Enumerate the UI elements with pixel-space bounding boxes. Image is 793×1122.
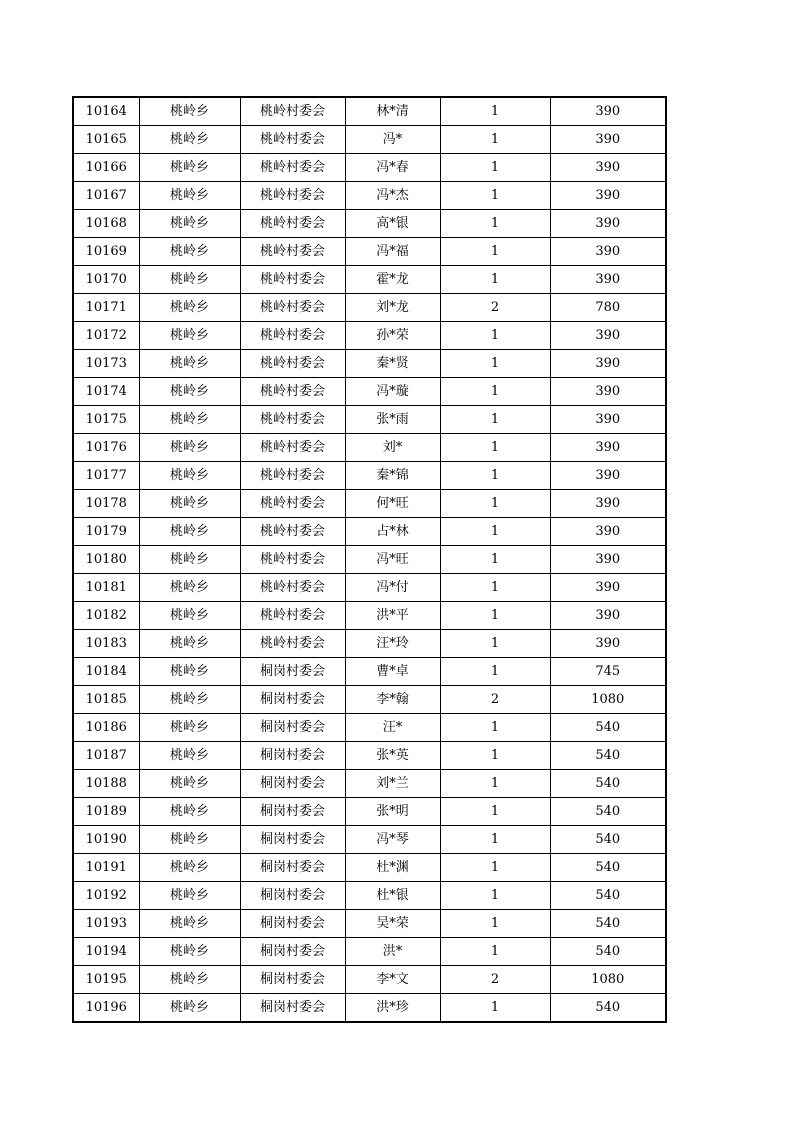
table-row <box>73 546 666 574</box>
village-committee-cell: 桃岭村委会 <box>240 182 345 210</box>
count-cell: 1 <box>440 378 550 406</box>
table-row <box>73 826 666 854</box>
record-id-cell: 10174 <box>73 378 139 406</box>
count-cell: 1 <box>440 126 550 154</box>
count-cell: 1 <box>440 154 550 182</box>
table-row <box>73 714 666 742</box>
village-committee-cell: 桃岭村委会 <box>240 546 345 574</box>
amount-cell: 390 <box>550 602 666 630</box>
count-cell: 1 <box>440 602 550 630</box>
count-cell: 1 <box>440 266 550 294</box>
table-row <box>73 518 666 546</box>
township-cell: 桃岭乡 <box>139 826 240 854</box>
amount-cell: 390 <box>550 238 666 266</box>
table-row <box>73 938 666 966</box>
name-cell: 李*翰 <box>345 686 440 714</box>
table-row <box>73 210 666 238</box>
name-cell: 林*清 <box>345 97 440 126</box>
amount-cell: 540 <box>550 742 666 770</box>
village-committee-cell: 桐岗村委会 <box>240 798 345 826</box>
count-cell: 1 <box>440 882 550 910</box>
township-cell: 桃岭乡 <box>139 630 240 658</box>
table-row <box>73 910 666 938</box>
amount-cell: 540 <box>550 994 666 1023</box>
name-cell: 吴*荣 <box>345 910 440 938</box>
count-cell: 1 <box>440 322 550 350</box>
record-id-cell: 10187 <box>73 742 139 770</box>
count-cell: 1 <box>440 630 550 658</box>
amount-cell: 390 <box>550 322 666 350</box>
village-committee-cell: 桃岭村委会 <box>240 350 345 378</box>
amount-cell: 390 <box>550 97 666 126</box>
count-cell: 1 <box>440 994 550 1023</box>
name-cell: 冯*琴 <box>345 826 440 854</box>
village-committee-cell: 桃岭村委会 <box>240 490 345 518</box>
table-row <box>73 126 666 154</box>
name-cell: 曹*卓 <box>345 658 440 686</box>
name-cell: 霍*龙 <box>345 266 440 294</box>
village-committee-cell: 桃岭村委会 <box>240 126 345 154</box>
name-cell: 冯*璇 <box>345 378 440 406</box>
table-row <box>73 770 666 798</box>
name-cell: 汪*玲 <box>345 630 440 658</box>
table-row <box>73 406 666 434</box>
township-cell: 桃岭乡 <box>139 266 240 294</box>
table-row <box>73 686 666 714</box>
name-cell: 洪* <box>345 938 440 966</box>
table-row <box>73 462 666 490</box>
township-cell: 桃岭乡 <box>139 238 240 266</box>
amount-cell: 390 <box>550 434 666 462</box>
count-cell: 1 <box>440 910 550 938</box>
village-committee-cell: 桐岗村委会 <box>240 854 345 882</box>
amount-cell: 390 <box>550 518 666 546</box>
amount-cell: 390 <box>550 266 666 294</box>
township-cell: 桃岭乡 <box>139 434 240 462</box>
township-cell: 桃岭乡 <box>139 910 240 938</box>
amount-cell: 390 <box>550 210 666 238</box>
record-id-cell: 10165 <box>73 126 139 154</box>
name-cell: 何*旺 <box>345 490 440 518</box>
name-cell: 冯*杰 <box>345 182 440 210</box>
table-row <box>73 154 666 182</box>
name-cell: 杜*渊 <box>345 854 440 882</box>
township-cell: 桃岭乡 <box>139 742 240 770</box>
count-cell: 1 <box>440 518 550 546</box>
table-row <box>73 350 666 378</box>
name-cell: 张*英 <box>345 742 440 770</box>
record-id-cell: 10166 <box>73 154 139 182</box>
name-cell: 张*明 <box>345 798 440 826</box>
record-id-cell: 10172 <box>73 322 139 350</box>
village-committee-cell: 桃岭村委会 <box>240 97 345 126</box>
count-cell: 1 <box>440 714 550 742</box>
township-cell: 桃岭乡 <box>139 182 240 210</box>
township-cell: 桃岭乡 <box>139 97 240 126</box>
record-id-cell: 10192 <box>73 882 139 910</box>
name-cell: 杜*银 <box>345 882 440 910</box>
village-committee-cell: 桃岭村委会 <box>240 574 345 602</box>
record-id-cell: 10193 <box>73 910 139 938</box>
village-committee-cell: 桃岭村委会 <box>240 630 345 658</box>
table-row <box>73 97 666 126</box>
township-cell: 桃岭乡 <box>139 574 240 602</box>
record-id-cell: 10195 <box>73 966 139 994</box>
count-cell: 1 <box>440 826 550 854</box>
record-table <box>72 96 667 1023</box>
township-cell: 桃岭乡 <box>139 546 240 574</box>
amount-cell: 540 <box>550 938 666 966</box>
village-committee-cell: 桐岗村委会 <box>240 826 345 854</box>
village-committee-cell: 桐岗村委会 <box>240 686 345 714</box>
amount-cell: 540 <box>550 826 666 854</box>
table-row <box>73 798 666 826</box>
table-row <box>73 238 666 266</box>
township-cell: 桃岭乡 <box>139 938 240 966</box>
village-committee-cell: 桃岭村委会 <box>240 518 345 546</box>
amount-cell: 390 <box>550 126 666 154</box>
township-cell: 桃岭乡 <box>139 294 240 322</box>
township-cell: 桃岭乡 <box>139 994 240 1023</box>
table-row <box>73 378 666 406</box>
record-id-cell: 10189 <box>73 798 139 826</box>
township-cell: 桃岭乡 <box>139 770 240 798</box>
name-cell: 占*林 <box>345 518 440 546</box>
village-committee-cell: 桐岗村委会 <box>240 714 345 742</box>
table-row <box>73 854 666 882</box>
name-cell: 高*银 <box>345 210 440 238</box>
table-row <box>73 294 666 322</box>
count-cell: 1 <box>440 462 550 490</box>
village-committee-cell: 桃岭村委会 <box>240 266 345 294</box>
table-row <box>73 490 666 518</box>
count-cell: 1 <box>440 490 550 518</box>
name-cell: 冯*旺 <box>345 546 440 574</box>
count-cell: 1 <box>440 798 550 826</box>
table-row <box>73 882 666 910</box>
table-row <box>73 742 666 770</box>
township-cell: 桃岭乡 <box>139 462 240 490</box>
township-cell: 桃岭乡 <box>139 686 240 714</box>
record-id-cell: 10176 <box>73 434 139 462</box>
village-committee-cell: 桃岭村委会 <box>240 210 345 238</box>
village-committee-cell: 桃岭村委会 <box>240 378 345 406</box>
township-cell: 桃岭乡 <box>139 966 240 994</box>
amount-cell: 390 <box>550 378 666 406</box>
township-cell: 桃岭乡 <box>139 714 240 742</box>
amount-cell: 390 <box>550 630 666 658</box>
count-cell: 2 <box>440 966 550 994</box>
name-cell: 洪*平 <box>345 602 440 630</box>
record-id-cell: 10181 <box>73 574 139 602</box>
village-committee-cell: 桃岭村委会 <box>240 238 345 266</box>
township-cell: 桃岭乡 <box>139 378 240 406</box>
record-id-cell: 10190 <box>73 826 139 854</box>
village-committee-cell: 桐岗村委会 <box>240 994 345 1023</box>
name-cell: 冯*福 <box>345 238 440 266</box>
record-id-cell: 10173 <box>73 350 139 378</box>
count-cell: 1 <box>440 406 550 434</box>
record-id-cell: 10171 <box>73 294 139 322</box>
count-cell: 1 <box>440 574 550 602</box>
amount-cell: 1080 <box>550 686 666 714</box>
name-cell: 洪*珍 <box>345 994 440 1023</box>
name-cell: 秦*锦 <box>345 462 440 490</box>
amount-cell: 540 <box>550 854 666 882</box>
village-committee-cell: 桃岭村委会 <box>240 154 345 182</box>
record-id-cell: 10179 <box>73 518 139 546</box>
village-committee-cell: 桐岗村委会 <box>240 770 345 798</box>
count-cell: 1 <box>440 182 550 210</box>
amount-cell: 390 <box>550 350 666 378</box>
amount-cell: 540 <box>550 882 666 910</box>
village-committee-cell: 桐岗村委会 <box>240 938 345 966</box>
amount-cell: 745 <box>550 658 666 686</box>
table-row <box>73 966 666 994</box>
record-id-cell: 10188 <box>73 770 139 798</box>
table-row <box>73 658 666 686</box>
name-cell: 冯*春 <box>345 154 440 182</box>
township-cell: 桃岭乡 <box>139 322 240 350</box>
record-id-cell: 10175 <box>73 406 139 434</box>
record-id-cell: 10169 <box>73 238 139 266</box>
amount-cell: 540 <box>550 910 666 938</box>
township-cell: 桃岭乡 <box>139 406 240 434</box>
record-id-cell: 10182 <box>73 602 139 630</box>
amount-cell: 390 <box>550 490 666 518</box>
count-cell: 1 <box>440 658 550 686</box>
village-committee-cell: 桃岭村委会 <box>240 462 345 490</box>
name-cell: 刘*龙 <box>345 294 440 322</box>
village-committee-cell: 桃岭村委会 <box>240 406 345 434</box>
name-cell: 冯* <box>345 126 440 154</box>
name-cell: 冯*付 <box>345 574 440 602</box>
record-id-cell: 10170 <box>73 266 139 294</box>
township-cell: 桃岭乡 <box>139 518 240 546</box>
name-cell: 张*雨 <box>345 406 440 434</box>
amount-cell: 780 <box>550 294 666 322</box>
count-cell: 1 <box>440 434 550 462</box>
amount-cell: 390 <box>550 154 666 182</box>
count-cell: 1 <box>440 546 550 574</box>
township-cell: 桃岭乡 <box>139 126 240 154</box>
amount-cell: 540 <box>550 770 666 798</box>
township-cell: 桃岭乡 <box>139 210 240 238</box>
record-id-cell: 10184 <box>73 658 139 686</box>
record-id-cell: 10180 <box>73 546 139 574</box>
village-committee-cell: 桐岗村委会 <box>240 882 345 910</box>
village-committee-cell: 桃岭村委会 <box>240 294 345 322</box>
township-cell: 桃岭乡 <box>139 350 240 378</box>
table-row <box>73 602 666 630</box>
record-table-body <box>73 97 666 1022</box>
township-cell: 桃岭乡 <box>139 798 240 826</box>
record-id-cell: 10164 <box>73 97 139 126</box>
village-committee-cell: 桃岭村委会 <box>240 602 345 630</box>
record-id-cell: 10194 <box>73 938 139 966</box>
table-row <box>73 994 666 1023</box>
amount-cell: 390 <box>550 462 666 490</box>
table-row <box>73 322 666 350</box>
amount-cell: 390 <box>550 182 666 210</box>
township-cell: 桃岭乡 <box>139 154 240 182</box>
village-committee-cell: 桐岗村委会 <box>240 966 345 994</box>
count-cell: 1 <box>440 97 550 126</box>
amount-cell: 540 <box>550 714 666 742</box>
township-cell: 桃岭乡 <box>139 854 240 882</box>
table-row <box>73 434 666 462</box>
count-cell: 1 <box>440 770 550 798</box>
record-id-cell: 10183 <box>73 630 139 658</box>
table-row <box>73 182 666 210</box>
record-id-cell: 10196 <box>73 994 139 1023</box>
amount-cell: 540 <box>550 798 666 826</box>
count-cell: 2 <box>440 294 550 322</box>
name-cell: 刘*兰 <box>345 770 440 798</box>
amount-cell: 1080 <box>550 966 666 994</box>
count-cell: 2 <box>440 686 550 714</box>
amount-cell: 390 <box>550 406 666 434</box>
township-cell: 桃岭乡 <box>139 658 240 686</box>
township-cell: 桃岭乡 <box>139 882 240 910</box>
village-committee-cell: 桃岭村委会 <box>240 322 345 350</box>
village-committee-cell: 桐岗村委会 <box>240 742 345 770</box>
township-cell: 桃岭乡 <box>139 602 240 630</box>
record-id-cell: 10167 <box>73 182 139 210</box>
record-id-cell: 10186 <box>73 714 139 742</box>
village-committee-cell: 桃岭村委会 <box>240 434 345 462</box>
count-cell: 1 <box>440 210 550 238</box>
township-cell: 桃岭乡 <box>139 490 240 518</box>
table-row <box>73 574 666 602</box>
name-cell: 刘* <box>345 434 440 462</box>
count-cell: 1 <box>440 350 550 378</box>
count-cell: 1 <box>440 854 550 882</box>
record-id-cell: 10178 <box>73 490 139 518</box>
name-cell: 孙*荣 <box>345 322 440 350</box>
record-id-cell: 10177 <box>73 462 139 490</box>
name-cell: 汪* <box>345 714 440 742</box>
count-cell: 1 <box>440 742 550 770</box>
count-cell: 1 <box>440 238 550 266</box>
amount-cell: 390 <box>550 546 666 574</box>
record-id-cell: 10185 <box>73 686 139 714</box>
table-row <box>73 266 666 294</box>
count-cell: 1 <box>440 938 550 966</box>
name-cell: 李*文 <box>345 966 440 994</box>
village-committee-cell: 桐岗村委会 <box>240 658 345 686</box>
record-id-cell: 10168 <box>73 210 139 238</box>
table-row <box>73 630 666 658</box>
record-id-cell: 10191 <box>73 854 139 882</box>
village-committee-cell: 桐岗村委会 <box>240 910 345 938</box>
name-cell: 秦*贤 <box>345 350 440 378</box>
amount-cell: 390 <box>550 574 666 602</box>
